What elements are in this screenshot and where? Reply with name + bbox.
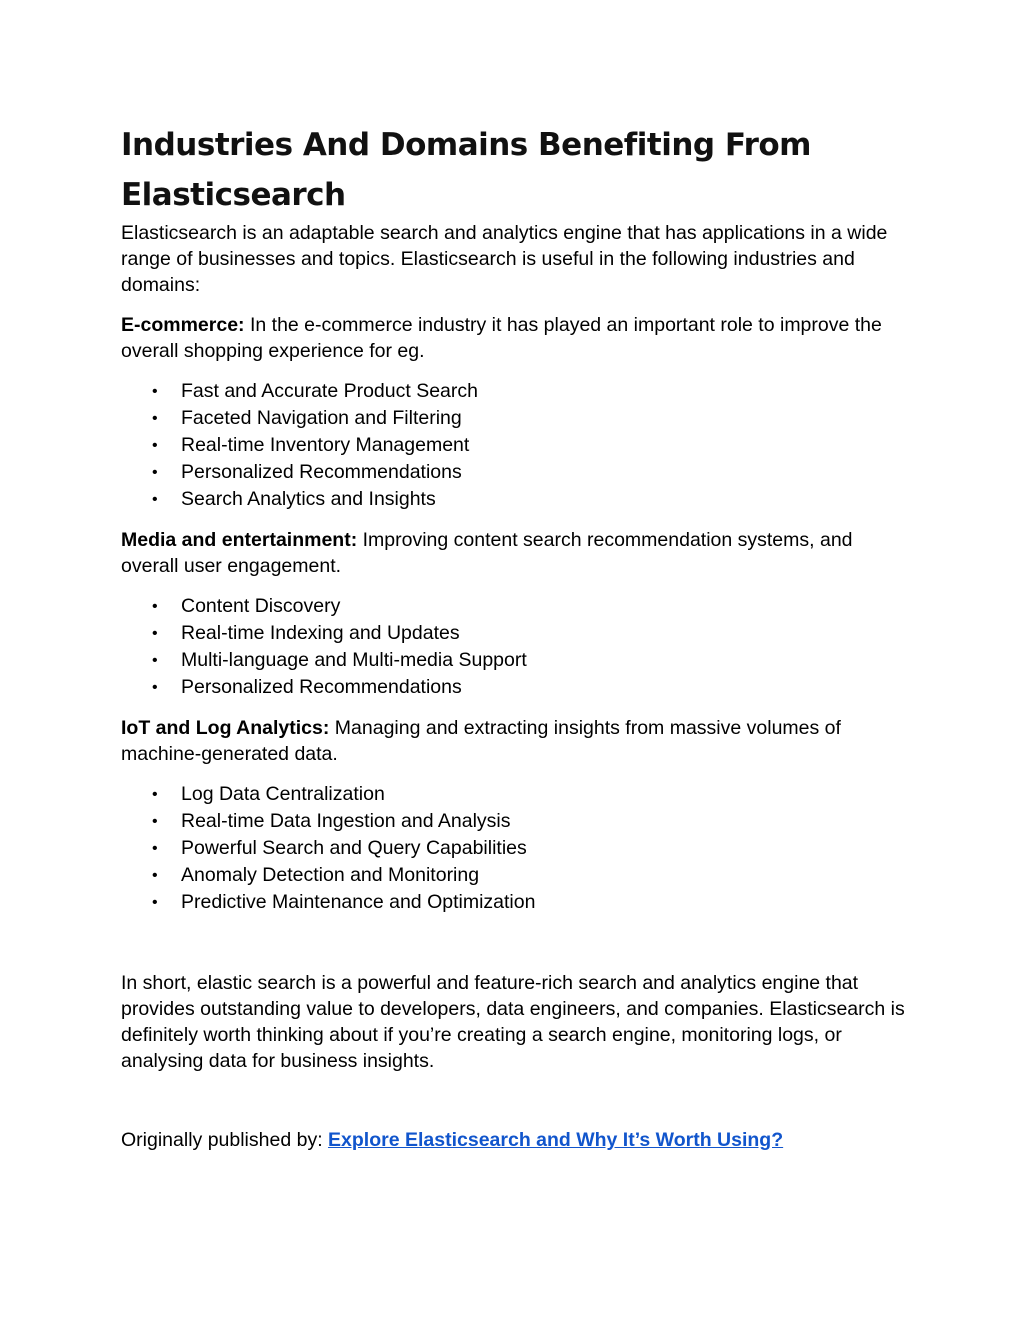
section-text: In the e-commerce industry it has played an important role to improve the overall shopping experience for eg. [121, 314, 882, 362]
intro-paragraph: Elasticsearch is an adaptable search and analytics engine that has applications in a wide range of businesses and topics. Elasticsearch is useful in the following industries and domains: [121, 222, 888, 296]
list-item-text: Log Data Centralization [181, 783, 385, 805]
section-text: Improving content search recommendation systems, and overall user engagement. [121, 529, 853, 577]
list-item [121, 432, 911, 459]
list-item [121, 647, 911, 674]
source-article-link[interactable]: Explore Elasticsearch and Why It’s Worth Using? [328, 1129, 784, 1151]
bullet-icon: • [152, 867, 158, 884]
section-paragraph [121, 715, 911, 767]
bullet-icon: • [152, 625, 158, 642]
bullet-icon: • [152, 464, 158, 481]
list-item-text: Fast and Accurate Product Search [181, 380, 478, 402]
bullet-list [121, 378, 911, 513]
bullet-icon: • [152, 437, 158, 454]
section-heading: IoT and Log Analytics: [121, 717, 330, 739]
bullet-icon: • [152, 894, 158, 911]
published-line [121, 1127, 911, 1153]
sections-container [121, 312, 911, 916]
bullet-icon: • [152, 813, 158, 830]
list-item [121, 862, 911, 889]
bullet-icon: • [152, 679, 158, 696]
published-label: Originally published by: [121, 1129, 329, 1151]
list-item-text: Personalized Recommendations [181, 676, 462, 698]
list-item-text: Predictive Maintenance and Optimization [181, 891, 536, 913]
list-item-text: Faceted Navigation and Filtering [181, 407, 462, 429]
list-item-text: Multi-language and Multi-media Support [181, 649, 527, 671]
list-item [121, 486, 911, 513]
bullet-icon: • [152, 786, 158, 803]
summary-paragraph: In short, elastic search is a powerful and feature-rich search and analytics engine that provides outstanding value to developers, data engineers, and companies. Elasticsearch is definitely worth thinking about if you’re creating a search engine, monitoring logs, or analysing data for business insights. [121, 972, 905, 1072]
list-item [121, 835, 911, 862]
bullet-icon: • [152, 491, 158, 508]
list-item-text: Personalized Recommendations [181, 461, 462, 483]
bullet-icon: • [152, 383, 158, 400]
list-item [121, 405, 911, 432]
list-item [121, 674, 911, 701]
section-heading: E-commerce: [121, 314, 245, 336]
list-item [121, 889, 911, 916]
list-item-text: Anomaly Detection and Monitoring [181, 864, 480, 886]
section-paragraph [121, 312, 911, 364]
bullet-icon: • [152, 840, 158, 857]
list-item-text: Powerful Search and Query Capabilities [181, 837, 527, 859]
list-item [121, 378, 911, 405]
list-item-text: Content Discovery [181, 595, 341, 617]
list-item [121, 620, 911, 647]
page-title: Industries And Domains Benefiting From Elasticsearch [121, 127, 811, 213]
bullet-icon: • [152, 410, 158, 427]
bullet-icon: • [152, 652, 158, 669]
list-item-text: Real-time Indexing and Updates [181, 622, 460, 644]
bullet-list [121, 593, 911, 701]
list-item [121, 593, 911, 620]
list-item-text: Real-time Data Ingestion and Analysis [181, 810, 511, 832]
section-heading: Media and entertainment: [121, 529, 358, 551]
list-item [121, 781, 911, 808]
list-item-text: Real-time Inventory Management [181, 434, 470, 456]
bullet-list [121, 781, 911, 916]
document-page [121, 120, 911, 1153]
bullet-icon: • [152, 598, 158, 615]
list-item [121, 808, 911, 835]
section-paragraph [121, 527, 911, 579]
list-item-text: Search Analytics and Insights [181, 488, 436, 510]
section-text: Managing and extracting insights from massive volumes of machine-generated data. [121, 717, 841, 765]
list-item [121, 459, 911, 486]
